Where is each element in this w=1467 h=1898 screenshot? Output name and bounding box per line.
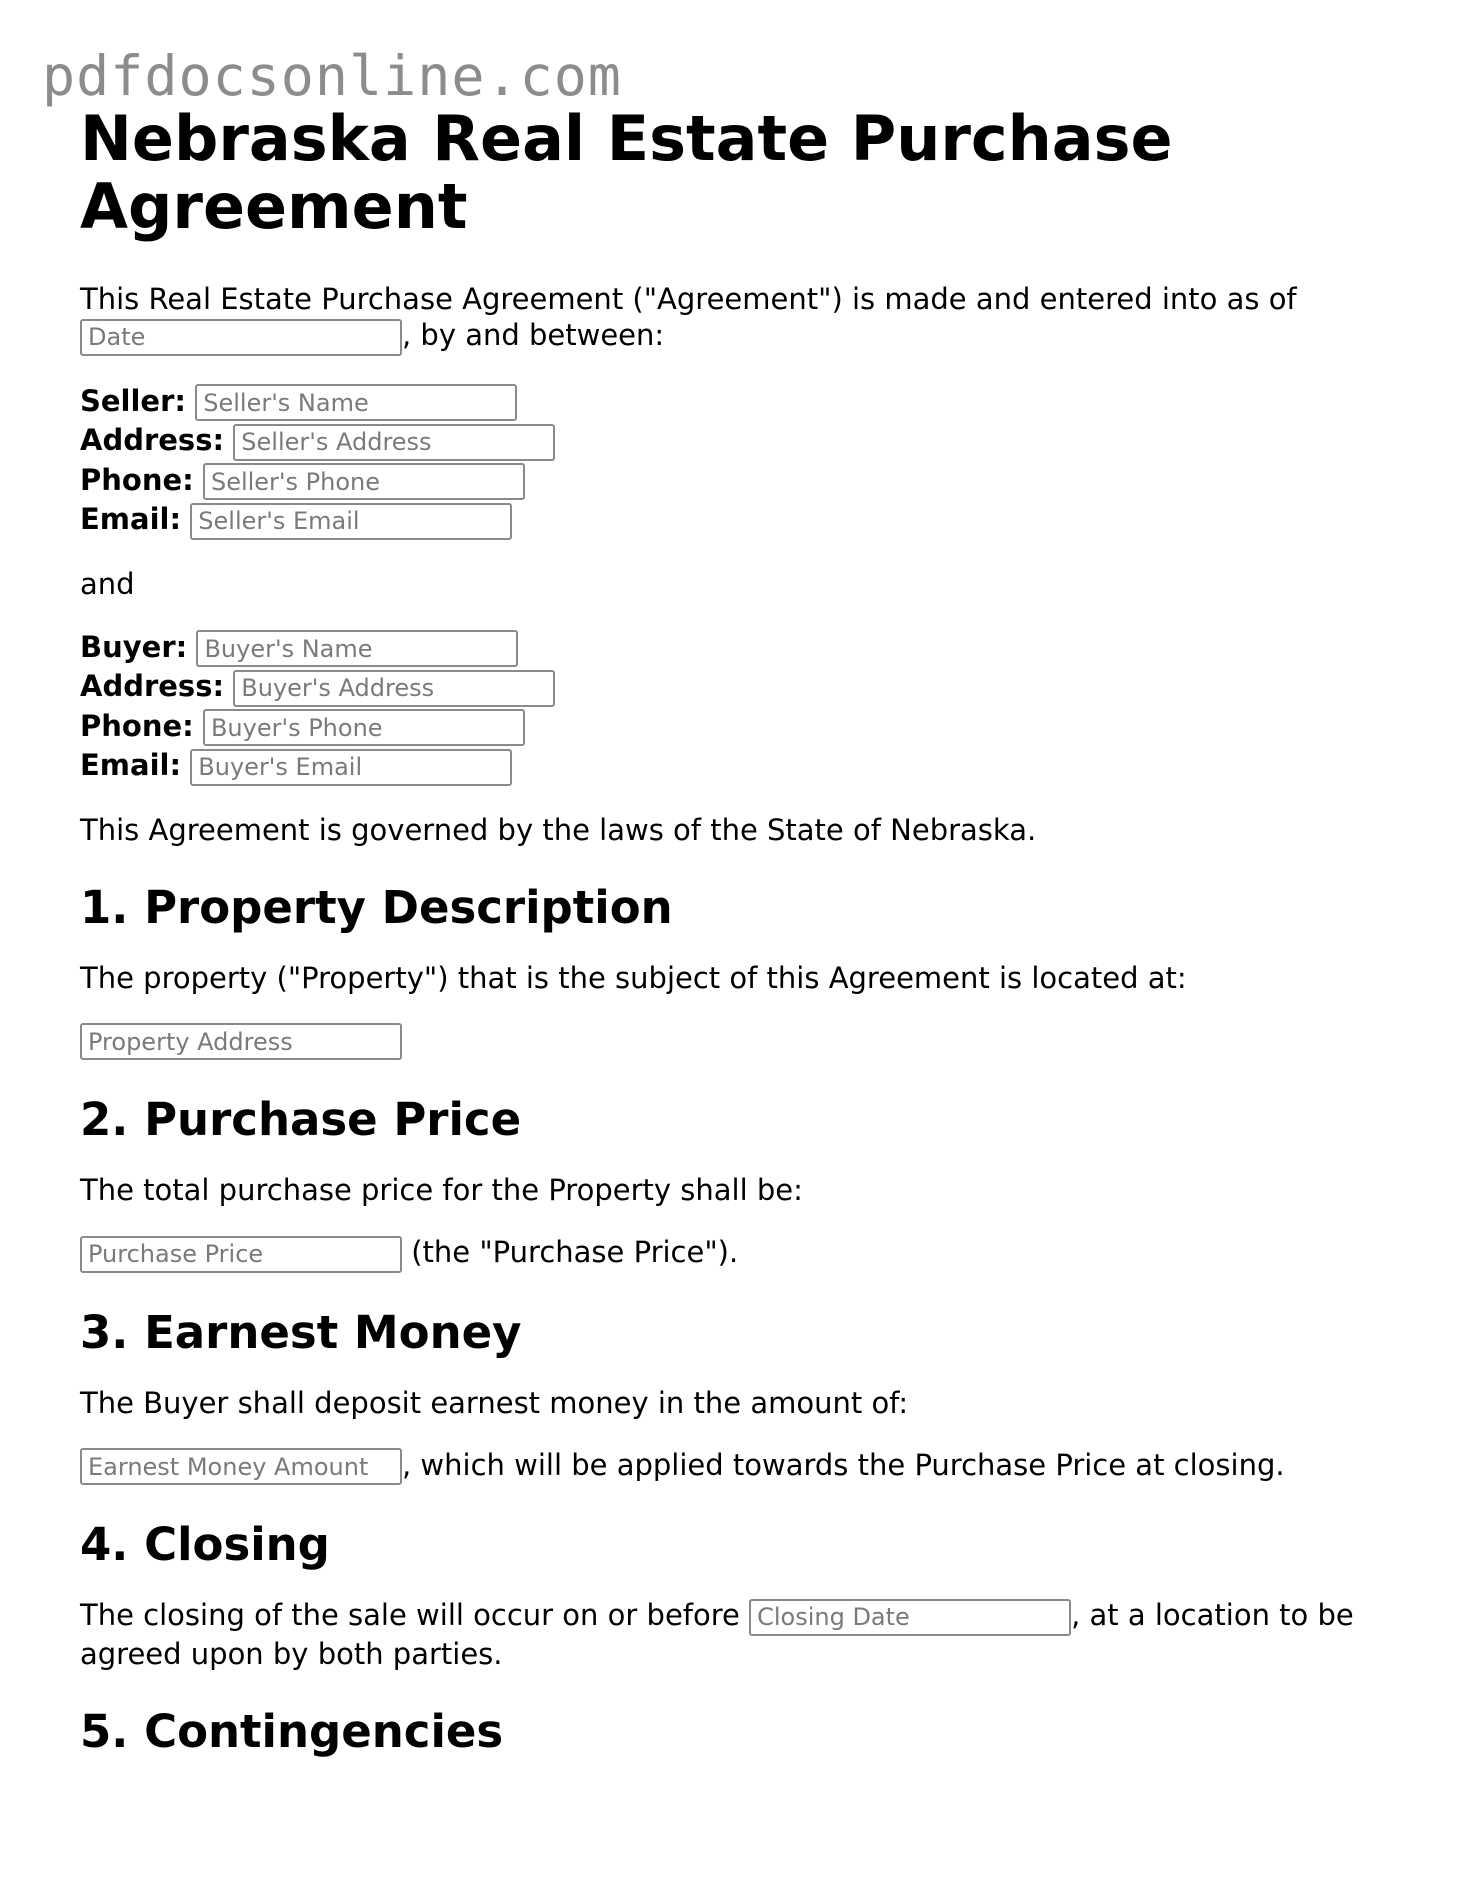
- section-1-text: The property ("Property") that is the subject of this Agreement is located at:: [80, 960, 1187, 995]
- seller-email-label: Email:: [80, 502, 182, 536]
- section-3-text: The Buyer shall deposit earnest money in the amount of:: [80, 1385, 909, 1420]
- seller-phone-input[interactable]: [203, 463, 525, 500]
- closing-text-after: , at a location to be agreed upon by both parties.: [80, 1598, 1354, 1671]
- seller-address-input[interactable]: [233, 424, 555, 461]
- seller-email-input[interactable]: [190, 503, 512, 540]
- buyer-phone-label: Phone:: [80, 708, 194, 743]
- seller-name-input[interactable]: [195, 384, 517, 421]
- buyer-address-label: Address:: [80, 669, 225, 703]
- earnest-money-suffix: , which will be applied towards the Purchase Price at closing.: [402, 1447, 1285, 1482]
- buyer-phone-input[interactable]: [203, 709, 525, 746]
- section-3-heading: 3. Earnest Money: [80, 1305, 522, 1359]
- intro-paragraph: [80, 281, 1380, 356]
- seller-phone-label: Phone:: [80, 462, 194, 497]
- and-text: and: [80, 566, 135, 601]
- buyer-email-label: Email:: [80, 748, 182, 782]
- buyer-block: [80, 628, 1380, 786]
- title-line-2: Agreement: [80, 170, 468, 243]
- date-input[interactable]: [80, 319, 402, 356]
- governing-law-text: This Agreement is governed by the laws of the State of Nebraska.: [80, 812, 1037, 847]
- seller-block: [80, 382, 1380, 540]
- buyer-name-label: Buyer:: [80, 629, 188, 664]
- section-4-text: [80, 1597, 1380, 1672]
- watermark: pdfdocsonline.com: [42, 44, 622, 108]
- earnest-money-input[interactable]: [80, 1448, 402, 1485]
- buyer-address-input[interactable]: [233, 670, 555, 707]
- title-line-1: Nebraska Real Estate Purchase: [80, 102, 1173, 175]
- closing-text-before: The closing of the sale will occur on or before: [80, 1598, 750, 1632]
- intro-text: This Real Estate Purchase Agreement ("Agreement") is made and entered into as of: [80, 282, 1297, 316]
- buyer-email-input[interactable]: [190, 749, 512, 786]
- property-address-input[interactable]: [80, 1023, 402, 1060]
- buyer-name-input[interactable]: [196, 630, 518, 667]
- purchase-price-input[interactable]: [80, 1236, 402, 1273]
- seller-address-label: Address:: [80, 423, 225, 457]
- intro-text-after: , by and between:: [402, 318, 665, 352]
- closing-date-input[interactable]: [749, 1599, 1071, 1636]
- section-2-text: The total purchase price for the Property shall be:: [80, 1173, 803, 1207]
- document-title: [80, 102, 1380, 243]
- document-page: [80, 102, 1380, 1758]
- seller-name-label: Seller:: [80, 383, 187, 418]
- section-1-heading: 1. Property Description: [80, 880, 673, 934]
- section-5-heading: 5. Contingencies: [80, 1704, 504, 1758]
- section-2-heading: 2. Purchase Price: [80, 1093, 522, 1146]
- section-4-heading: 4. Closing: [80, 1518, 330, 1571]
- purchase-price-suffix: (the "Purchase Price").: [402, 1235, 739, 1269]
